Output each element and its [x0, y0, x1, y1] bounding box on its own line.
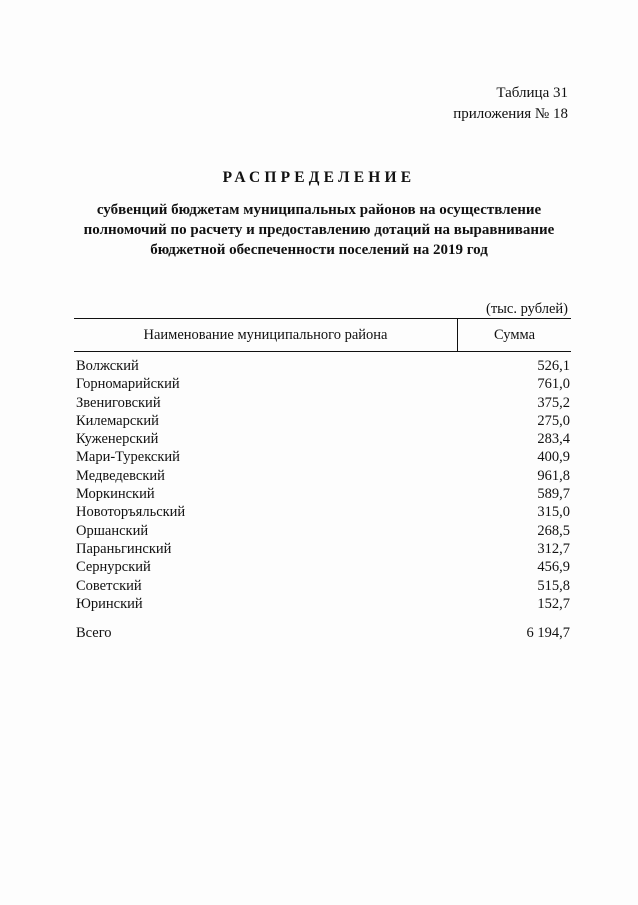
table-row	[76, 595, 570, 613]
district-amount: 526,1	[537, 358, 570, 374]
table-row	[76, 357, 570, 375]
district-amount: 761,0	[537, 376, 570, 393]
subtitle-line: субвенций бюджетам муниципальных районов на осуществление	[96, 202, 542, 218]
subtitle-line: полномочий по расчету и предоставлению дотаций на выравнивание	[83, 222, 555, 238]
table-body	[76, 357, 570, 613]
table-row	[76, 558, 570, 576]
column-header-name: Наименование муниципального района	[74, 319, 458, 351]
district-amount: 515,8	[537, 577, 570, 594]
district-name: Медведевский	[76, 467, 165, 484]
district-name: Новоторъяльский	[76, 504, 186, 521]
district-amount: 400,9	[537, 449, 570, 466]
district-name: Горномарийский	[76, 376, 180, 393]
district-amount: 375,2	[537, 394, 570, 411]
table-row	[76, 503, 570, 521]
table-row	[76, 394, 570, 412]
district-name: Параньгинский	[76, 540, 172, 557]
district-name: Звениговский	[76, 394, 161, 411]
table-row	[76, 522, 570, 540]
district-name: Сернурский	[76, 559, 151, 576]
district-amount: 312,7	[537, 540, 570, 557]
district-name: Куженерский	[76, 431, 159, 448]
document-subtitle	[60, 200, 578, 260]
district-name: Мари-Турекский	[76, 449, 180, 466]
district-amount: 961,8	[537, 467, 570, 484]
table-row	[76, 412, 570, 430]
table-row	[76, 467, 570, 485]
district-name: Килемарский	[76, 412, 159, 429]
table-row	[76, 577, 570, 595]
district-name: Оршанский	[76, 522, 149, 539]
district-name: Советский	[76, 577, 142, 594]
document-title: РАСПРЕДЕЛЕНИЕ	[222, 169, 416, 186]
table-row	[76, 485, 570, 503]
appendix-label: приложения № 18	[453, 106, 568, 122]
district-amount: 152,7	[537, 595, 570, 612]
district-amount: 589,7	[537, 486, 570, 503]
district-amount: 456,9	[537, 559, 570, 576]
district-amount: 283,4	[537, 431, 570, 448]
total-amount: 6 194,7	[526, 625, 570, 641]
district-name: Моркинский	[76, 486, 155, 503]
subtitle-line: бюджетной обеспеченности поселений на 2019 год	[150, 242, 488, 258]
district-amount: 275,0	[537, 412, 570, 429]
column-header-amount: Сумма	[493, 326, 536, 343]
units-label: (тыс. рублей)	[486, 301, 568, 317]
district-amount: 268,5	[537, 522, 570, 539]
table-reference	[453, 83, 568, 125]
total-label: Всего	[76, 625, 112, 641]
table-row	[76, 430, 570, 448]
table-number-label: Таблица 31	[496, 85, 568, 101]
table-header	[74, 318, 571, 352]
table-row	[76, 448, 570, 466]
table-row	[76, 540, 570, 558]
total-row	[76, 624, 570, 642]
table-row	[76, 375, 570, 393]
district-name: Волжский	[76, 358, 139, 374]
district-amount: 315,0	[537, 504, 570, 521]
district-name: Юринский	[76, 595, 143, 612]
